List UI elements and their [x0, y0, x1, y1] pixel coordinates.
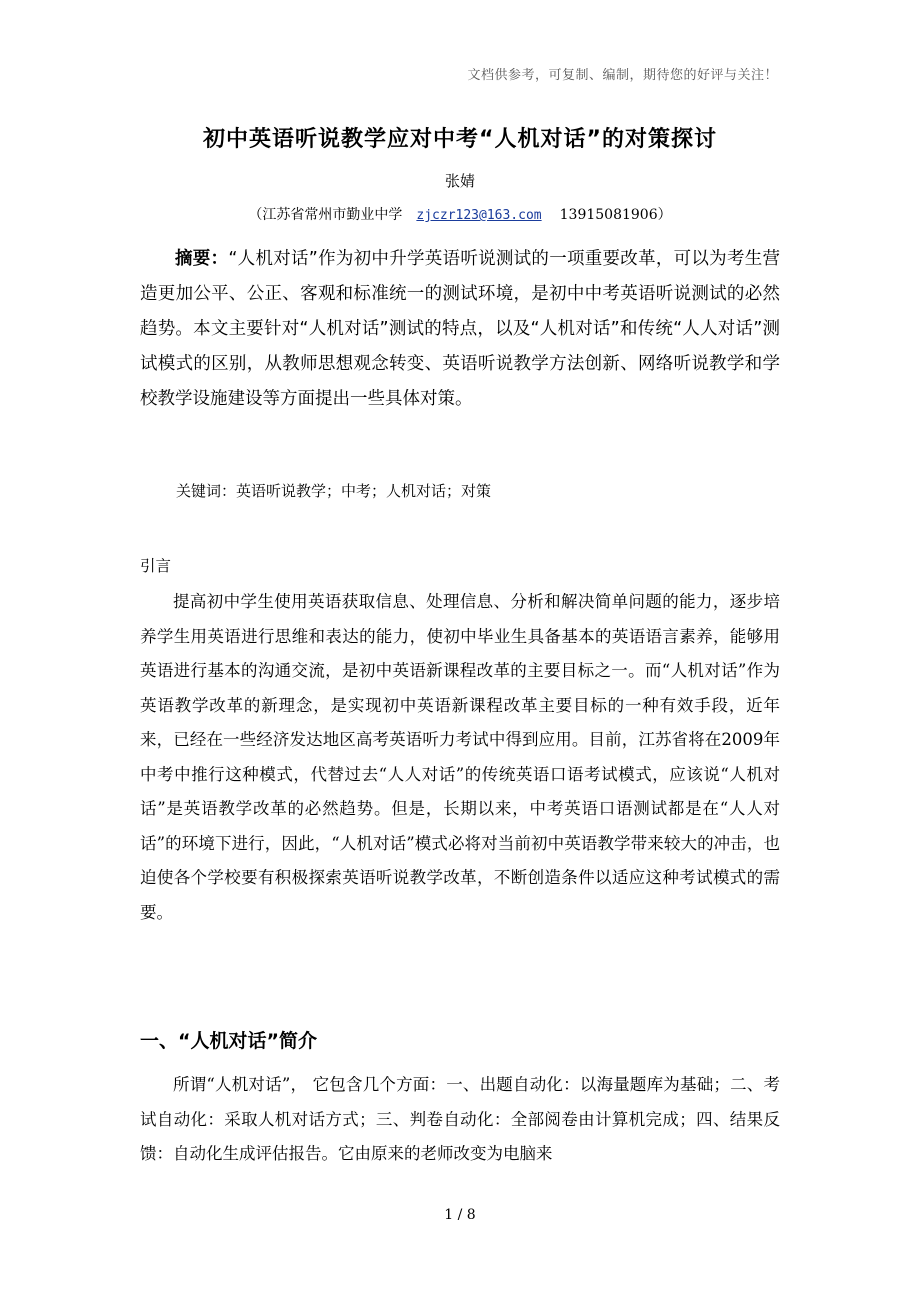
author-name: 张婧 [444, 172, 475, 190]
document-title: 初中英语听说教学应对中考“人机对话”的对策探讨 [203, 127, 717, 152]
page-number: 1 / 8 [444, 1207, 476, 1223]
keywords-text: 英语听说教学；中考；人机对话；对策 [236, 482, 492, 500]
author-email-link[interactable]: zjczr123@163.com [416, 208, 542, 223]
keywords-label: 关键词： [176, 482, 237, 500]
abstract-label: 摘要： [175, 249, 229, 269]
abstract-text: “人机对话”作为初中升学英语听说测试的一项重要改革，可以为考生营造更加公平、公正、客观和标准统一的测试环境，是初中中考英语听说测试的必然趋势。本文主要针对“人机对话”测试的特点，以及“人机对话”和传统“人人对话”测试模式的区别，从教师思想观念转变、英语听说教学方法创新、网络听说教学和学校教学设施建设等方面提出一些具体对策。 [140, 249, 780, 409]
header-note: 文档供参考，可复制、编制，期待您的好评与关注！ [467, 68, 778, 83]
section-1-paragraph: 所谓“人机对话”， 它包含几个方面：一、出题自动化：以海量题库为基础；二、考试自动化：采取人机对话方式；三、判卷自动化：全部阅卷由计算机完成；四、结果反馈：自动化生成评估报告。它由原来的老师改变为电脑来 [140, 1075, 780, 1163]
affiliation-text: （江苏省常州市勤业中学 [248, 207, 403, 223]
abstract [140, 242, 780, 417]
section-1-heading: 一、“人机对话”简介 [140, 1030, 317, 1052]
author-affiliation [0, 204, 920, 224]
intro-paragraph: 提高初中学生使用英语获取信息、处理信息、分析和解决简单问题的能力，逐步培养学生用英语进行思维和表达的能力，使初中毕业生具备基本的英语语言素养，能够用英语进行基本的沟通交流，是初中英语新课程改革的主要目标之一。而“人机对话”作为英语教学改革的新理念，是实现初中英语新课程改革主要目标的一种有效手段，近年来，已经在一些经济发达地区高考英语听力考试中得到应用。目前，江苏省将在2009年中考中推行这种模式，代替过去“人人对话”的传统英语口语考试模式，应该说“人机对话”是英语教学改革的必然趋势。但是，长期以来，中考英语口语测试都是在“人人对话”的环境下进行，因此，“人机对话”模式必将对当前初中英语教学带来较大的冲击，也迫使各个学校要有积极探索英语听说教学改革，不断创造条件以适应这种考试模式的需要。 [140, 592, 780, 922]
intro-heading: 引言 [140, 557, 172, 575]
keywords [176, 480, 491, 501]
author-phone: 13915081906） [559, 207, 672, 223]
